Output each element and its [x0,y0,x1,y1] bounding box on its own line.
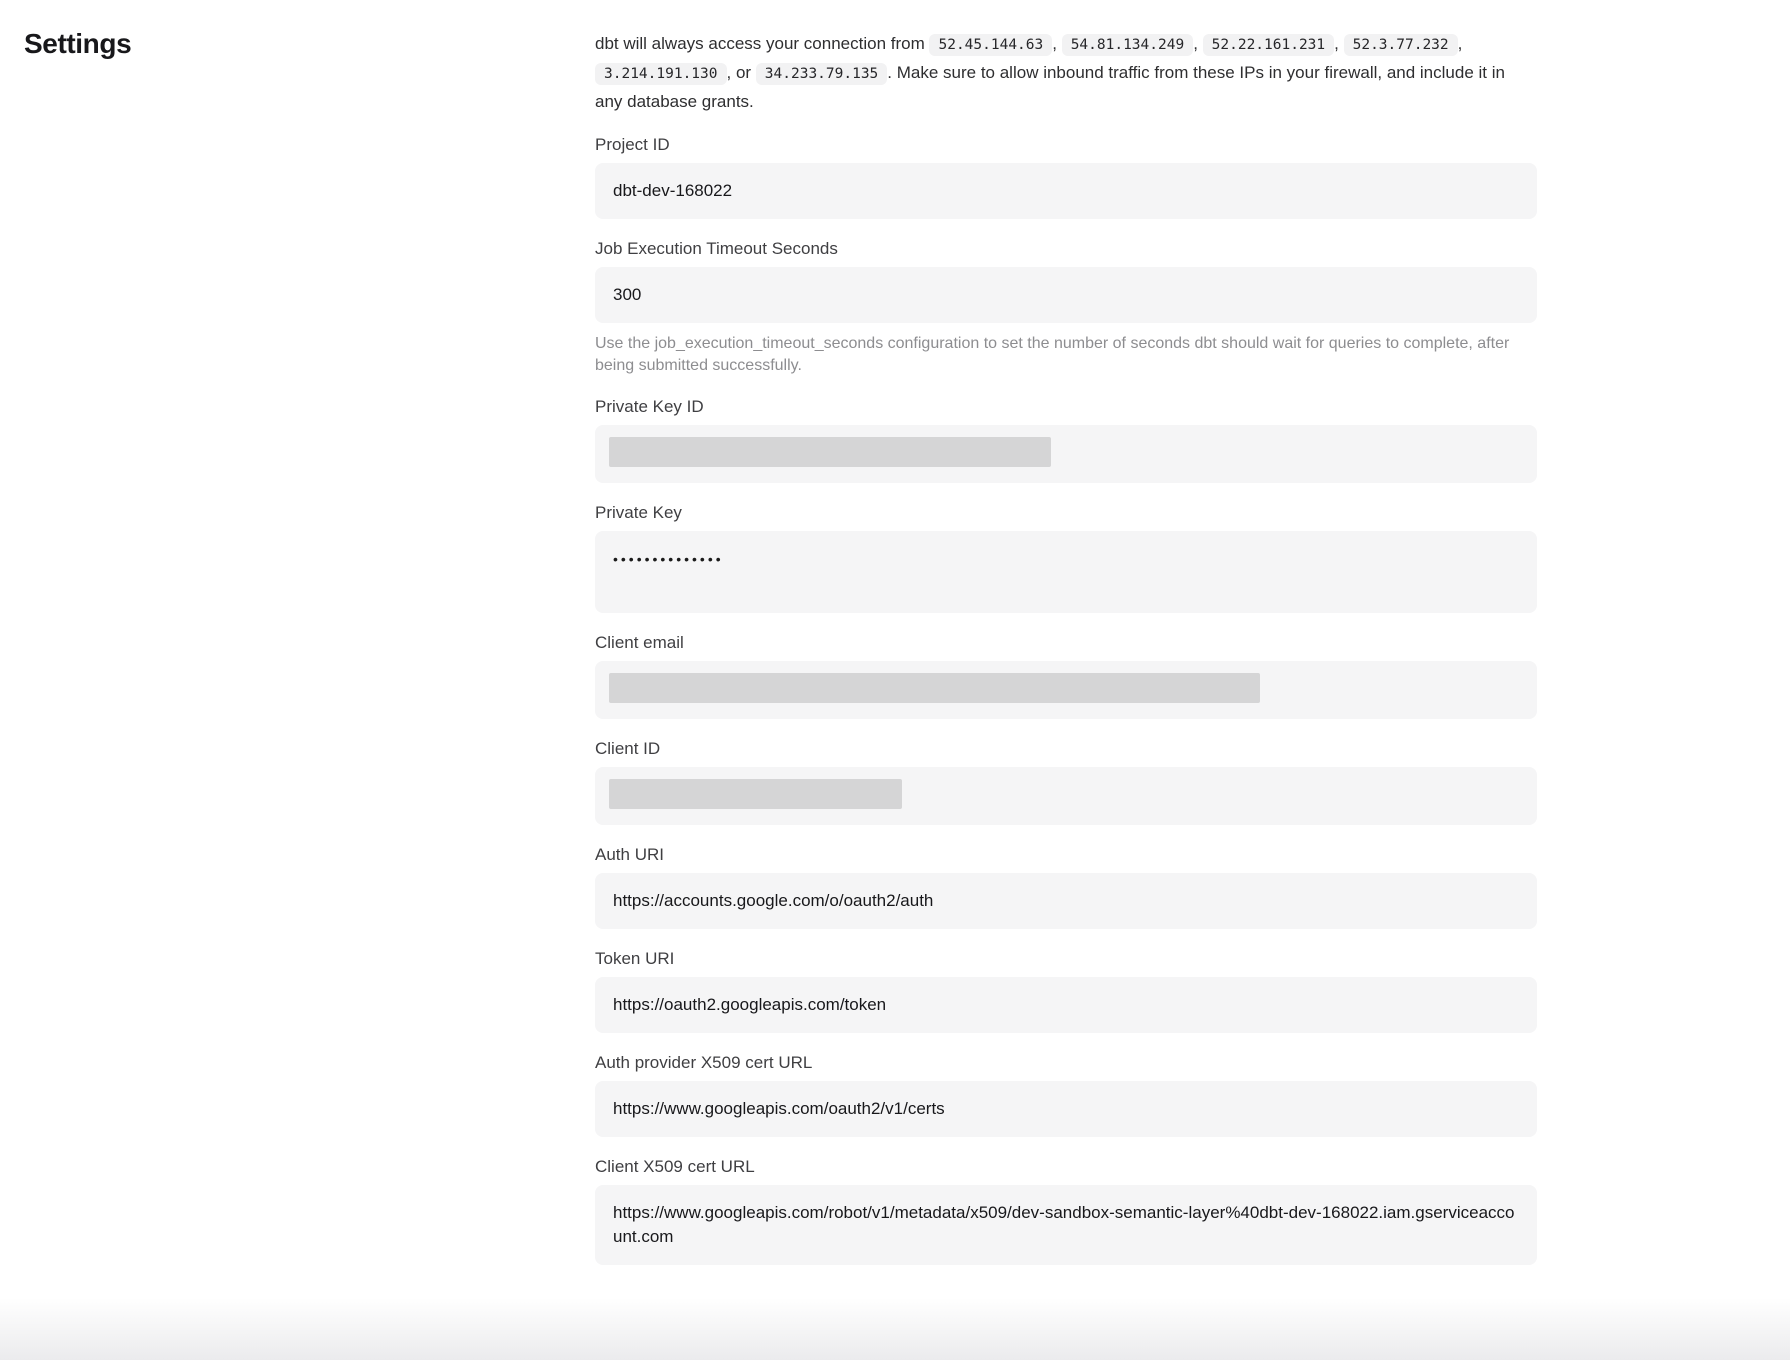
job-execution-timeout-help: Use the job_execution_timeout_seconds configuration to set the number of seconds dbt should wait for queries to complete, after being submitted successfully. [595,335,1510,374]
field-token-uri [595,949,1537,1033]
auth-uri-value: https://accounts.google.com/o/oauth2/auth [613,891,934,910]
auth-provider-x509-cert-url-value: https://www.googleapis.com/oauth2/v1/certs [613,1099,945,1118]
project-id-input[interactable] [595,163,1537,219]
field-auth-uri [595,845,1537,929]
private-key-id-label: Private Key ID [595,397,704,416]
token-uri-input[interactable] [595,977,1537,1033]
connection-settings-form [595,30,1537,1265]
redacted-value-bar [609,779,902,809]
notice-text: . Make sure to allow inbound traffic from these IPs in your firewall, and include it in any database grants. [595,63,1505,111]
client-email-label: Client email [595,633,684,652]
private-key-input[interactable] [595,531,1537,613]
bottom-scroll-fade [0,1298,1790,1360]
ip-address-pill: 52.45.144.63 [929,34,1052,56]
ip-address-pill: 34.233.79.135 [756,63,888,85]
token-uri-label: Token URI [595,949,675,968]
client-id-label: Client ID [595,739,661,758]
separator: , [1457,34,1463,53]
redacted-value-bar [609,673,1260,703]
ip-allowlist-notice [595,30,1537,115]
field-private-key-id [595,397,1537,483]
job-execution-timeout-value: 300 [613,285,642,304]
job-execution-timeout-input[interactable] [595,267,1537,323]
job-execution-timeout-label: Job Execution Timeout Seconds [595,239,838,258]
separator: , [1193,34,1203,53]
auth-uri-input[interactable] [595,873,1537,929]
ip-address-pill: 3.214.191.130 [595,63,727,85]
separator: , or [726,63,756,82]
field-client-email [595,633,1537,719]
auth-provider-x509-cert-url-label: Auth provider X509 cert URL [595,1053,813,1072]
redacted-value-bar [609,437,1051,467]
page-title: Settings [24,28,132,59]
ip-address-pill: 54.81.134.249 [1062,34,1194,56]
field-client-x509-cert-url [595,1157,1537,1265]
masked-private-key-value: •••••••••••••• [613,551,724,567]
token-uri-value: https://oauth2.googleapis.com/token [613,995,887,1014]
client-email-input[interactable] [595,661,1537,719]
field-auth-provider-x509-cert-url [595,1053,1537,1137]
ip-address-pill: 52.22.161.231 [1203,34,1335,56]
client-x509-cert-url-label: Client X509 cert URL [595,1157,755,1176]
field-private-key [595,503,1537,613]
auth-uri-label: Auth URI [595,845,664,864]
field-job-execution-timeout [595,239,1537,377]
private-key-label: Private Key [595,503,682,522]
field-project-id [595,135,1537,219]
separator: , [1334,34,1344,53]
project-id-value: dbt-dev-168022 [613,181,733,200]
field-client-id [595,739,1537,825]
separator: , [1052,34,1062,53]
project-id-label: Project ID [595,135,670,154]
client-id-input[interactable] [595,767,1537,825]
auth-provider-x509-cert-url-input[interactable] [595,1081,1537,1137]
ip-address-pill: 52.3.77.232 [1344,34,1458,56]
client-x509-cert-url-value: https://www.googleapis.com/robot/v1/metadata/x509/dev-sandbox-semantic-layer%40dbt-dev-168022.iam.gserviceaccount.com [613,1203,1515,1246]
private-key-id-input[interactable] [595,425,1537,483]
notice-text: dbt will always access your connection from [595,34,930,53]
client-x509-cert-url-input[interactable] [595,1185,1537,1265]
